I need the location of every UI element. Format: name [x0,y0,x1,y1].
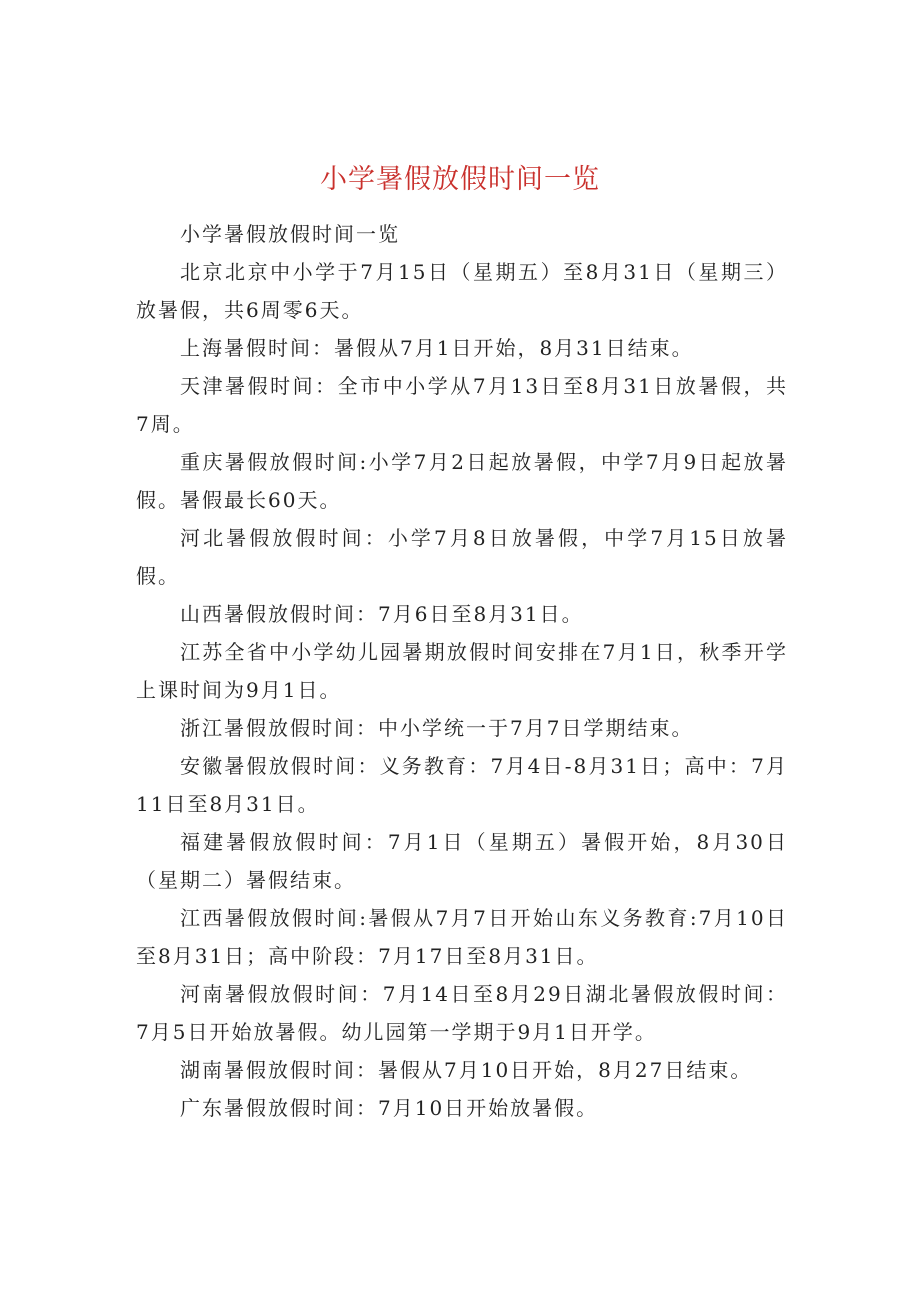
paragraph-fujian: 福建暑假放假时间：7月1日（星期五）暑假开始，8月30日（星期二）暑假结束。 [136,830,788,892]
paragraph-shanxi: 山西暑假放假时间：7月6日至8月31日。 [180,602,584,626]
paragraph-hunan: 湖南暑假放假时间：暑假从7月10日开始，8月27日结束。 [180,1058,753,1082]
paragraph-jiangxi: 江西暑假放假时间:暑假从7月7日开始山东义务教育:7月10日至8月31日；高中阶段：7月17日至8月31日。 [136,906,788,968]
document-body [136,215,788,1127]
paragraph-jiangsu: 江苏全省中小学幼儿园暑期放假时间安排在7月1日，秋季开学上课时间为9月1日。 [136,640,788,702]
paragraph-guangdong: 广东暑假放假时间：7月10日开始放暑假。 [180,1096,599,1120]
paragraph-chongqing: 重庆暑假放假时间:小学7月2日起放暑假，中学7月9日起放暑假。暑假最长60天。 [136,450,788,512]
paragraph-intro: 小学暑假放假时间一览 [180,222,400,246]
paragraph-hebei: 河北暑假放假时间：小学7月8日放暑假，中学7月15日放暑假。 [136,526,788,588]
paragraph-zhejiang: 浙江暑假放假时间：中小学统一于7月7日学期结束。 [180,716,694,740]
paragraph-henan: 河南暑假放假时间：7月14日至8月29日湖北暑假放假时间：7月5日开始放暑假。幼儿园第一学期于9月1日开学。 [136,982,788,1044]
paragraph-beijing: 北京北京中小学于7月15日（星期五）至8月31日（星期三）放暑假，共6周零6天。 [136,260,788,322]
document-title: 小学暑假放假时间一览 [320,164,600,195]
paragraph-shanghai: 上海暑假时间：暑假从7月1日开始，8月31日结束。 [180,336,694,360]
paragraph-anhui: 安徽暑假放假时间：义务教育：7月4日-8月31日；高中：7月11日至8月31日。 [136,754,788,816]
paragraph-tianjin: 天津暑假时间：全市中小学从7月13日至8月31日放暑假，共7周。 [136,374,788,436]
